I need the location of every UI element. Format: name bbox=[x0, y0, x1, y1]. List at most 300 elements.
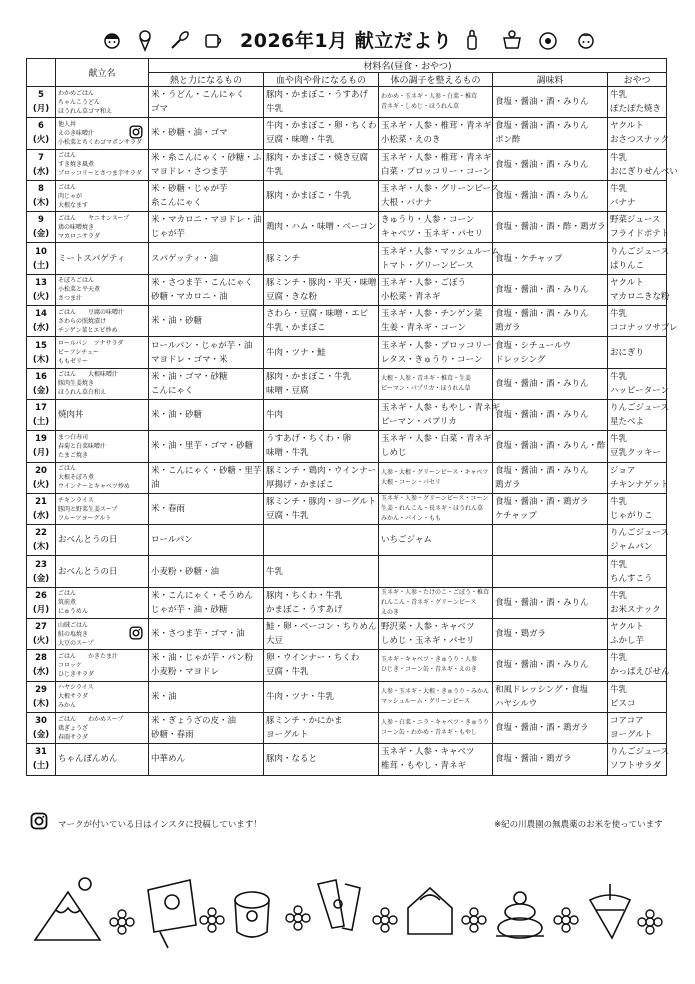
seasoning-cell bbox=[493, 87, 608, 118]
seasoning-cell bbox=[493, 337, 608, 368]
snack-cell bbox=[608, 556, 667, 587]
ingredient-line: れんこん・青ネギ・グリーンピース bbox=[381, 598, 477, 606]
snack-line: 牛乳 bbox=[610, 684, 628, 695]
blood-cell bbox=[264, 712, 379, 743]
menu-cell bbox=[56, 681, 149, 712]
instagram-icon bbox=[30, 812, 48, 830]
ingredient-line: 玉ネギ・キャベツ・きゅうり・人参 bbox=[381, 656, 478, 664]
ingredient-line: 牛肉・かまぼこ・卵・ちくわ bbox=[266, 121, 377, 132]
menu-cell bbox=[56, 650, 149, 681]
day-of-week: (月) bbox=[32, 604, 50, 615]
day-number: 17 bbox=[35, 403, 47, 414]
day-number: 29 bbox=[35, 684, 47, 695]
day-of-week: (土) bbox=[32, 260, 50, 271]
menu-cell bbox=[56, 118, 149, 149]
day-number: 8 bbox=[38, 184, 44, 195]
snack-cell bbox=[608, 306, 678, 337]
blood-cell bbox=[264, 243, 379, 274]
blood-cell bbox=[264, 744, 379, 775]
snack-line: おさつスナック bbox=[610, 135, 670, 146]
snack-cell bbox=[608, 87, 667, 118]
ingredient-line: 大根・コーン・パセリ bbox=[381, 478, 441, 486]
ingredient-line: 食塩・鶏ガラ bbox=[495, 629, 547, 640]
menu-cell bbox=[56, 274, 149, 305]
menu-item: さつま汁 bbox=[58, 295, 83, 303]
blood-cell bbox=[264, 274, 379, 305]
snack-line: 牛乳 bbox=[610, 371, 628, 382]
blood-cell bbox=[264, 619, 379, 650]
ingredient-line: 米・さつま芋・ゴマ・油 bbox=[151, 629, 245, 640]
menu-item: 大根そぼろ煮 bbox=[58, 474, 95, 482]
table-row bbox=[27, 274, 667, 305]
menu-item: ロールパン ツナサラダ bbox=[58, 340, 124, 348]
blood-cell bbox=[264, 180, 379, 211]
day-of-week: (火) bbox=[32, 135, 50, 146]
table-row bbox=[27, 462, 667, 493]
menu-item: 大根サラダ bbox=[58, 693, 88, 701]
ingredient-line: わかめ・玉ネギ・人参・白菜・椎茸 bbox=[381, 93, 478, 101]
seasoning-cell bbox=[493, 619, 608, 650]
table-row bbox=[27, 619, 667, 650]
day-number: 22 bbox=[35, 528, 47, 539]
seasoning-cell bbox=[493, 462, 608, 493]
ingredient-line: ロールパン bbox=[151, 535, 193, 546]
date-cell bbox=[27, 650, 56, 681]
flower-icon bbox=[373, 908, 397, 932]
ingredient-line: 米・砂糖・じゃが芋 bbox=[151, 184, 228, 195]
ingredient-line: 食塩・醤油・酒・みりん bbox=[495, 410, 589, 421]
snack-line: 牛乳 bbox=[610, 559, 628, 570]
table-row bbox=[27, 243, 667, 274]
day-of-week: (木) bbox=[32, 698, 50, 709]
ingredient-line: 豚ミンチ・鶏肉・ウインナー bbox=[266, 465, 377, 476]
snack-line: ちんすこう bbox=[610, 573, 653, 584]
seasoning-cell bbox=[493, 712, 608, 743]
energy-cell bbox=[149, 587, 264, 618]
flower-icon bbox=[638, 910, 662, 934]
ingredient-line: ヨーグルト bbox=[266, 730, 309, 741]
seasoning-header: 調味料 bbox=[493, 73, 608, 87]
snack-line: りんごジュース bbox=[610, 528, 669, 539]
energy-cell bbox=[149, 243, 264, 274]
ingredient-line: 玉ネギ・人参・ブロッコリー bbox=[381, 340, 492, 351]
ingredient-line: 白菜・ブロッコリー・コーン bbox=[381, 166, 492, 177]
ingredient-line: 牛肉・ツナ・牛乳 bbox=[266, 691, 335, 702]
blood-cell bbox=[264, 525, 379, 556]
snack-cell bbox=[608, 118, 670, 149]
ingredient-line: 食塩・醤油・酒・みりん bbox=[495, 378, 589, 389]
condition-header: 体の調子を整えるもの bbox=[379, 73, 493, 87]
menu-item: 小松菜と平天煮 bbox=[58, 286, 101, 294]
snack-line: ビスコ bbox=[610, 698, 636, 709]
snack-cell bbox=[608, 462, 667, 493]
ingredient-line: 油 bbox=[151, 479, 160, 490]
day-number: 23 bbox=[35, 559, 47, 570]
seasoning-cell bbox=[493, 212, 608, 243]
menu-cell bbox=[56, 243, 149, 274]
snack-line: 牛乳 bbox=[610, 90, 628, 101]
ice-cream-icon bbox=[133, 28, 157, 52]
flower-icon bbox=[200, 908, 224, 932]
day-of-week: (火) bbox=[32, 479, 50, 490]
condition-cell bbox=[379, 431, 493, 462]
day-of-week: (水) bbox=[32, 667, 50, 678]
snack-line: かっぱえびせん bbox=[610, 667, 670, 678]
ingredient-line: 椎茸・もやし・青ネギ bbox=[381, 761, 467, 772]
condition-cell bbox=[379, 337, 493, 368]
ingredient-line: ピーマン・パプリカ bbox=[381, 417, 457, 428]
menu-item: 肉じゃが bbox=[58, 192, 83, 200]
snack-cell bbox=[608, 149, 678, 180]
table-row bbox=[27, 180, 667, 211]
menu-item: ごはん bbox=[58, 152, 77, 160]
day-number: 26 bbox=[35, 590, 47, 601]
date-cell bbox=[27, 744, 56, 775]
snack-line: フライドポテト bbox=[610, 229, 670, 240]
date-cell bbox=[27, 556, 56, 587]
menu-item: 大豆のスープ bbox=[58, 639, 94, 647]
table-row bbox=[27, 556, 667, 587]
day-number: 20 bbox=[35, 465, 47, 476]
snack-line: 牛乳 bbox=[610, 309, 628, 320]
ingredient-line: 食塩・醤油・酒・みりん bbox=[495, 121, 589, 132]
condition-cell bbox=[379, 493, 493, 524]
day-number: 15 bbox=[35, 340, 47, 351]
condition-cell bbox=[379, 525, 493, 556]
menu-item: ごはん bbox=[58, 465, 77, 473]
energy-cell bbox=[149, 525, 264, 556]
condition-cell bbox=[379, 681, 493, 712]
snack-cell bbox=[608, 744, 667, 775]
ingredient-line: 豚肉・ちくわ・牛乳 bbox=[266, 590, 343, 601]
ingredient-line: 豆腐・牛乳 bbox=[266, 667, 309, 678]
table-row bbox=[27, 431, 667, 462]
date-cell bbox=[27, 681, 56, 712]
seasoning-cell bbox=[493, 243, 608, 274]
condition-cell bbox=[379, 368, 493, 399]
ingredient-line: 豚肉・かまぼこ・牛乳 bbox=[266, 191, 352, 202]
day-number: 7 bbox=[38, 152, 44, 163]
day-number: 27 bbox=[35, 622, 47, 633]
ingredient-line: 牛乳・かまぼこ bbox=[266, 323, 326, 334]
snack-line: 牛乳 bbox=[610, 497, 628, 507]
ingredient-line: ケチャップ bbox=[495, 511, 537, 521]
blood-header: 血や肉や骨になるもの bbox=[264, 73, 379, 87]
day-number: 28 bbox=[35, 653, 47, 664]
condition-cell bbox=[379, 587, 493, 618]
date-cell bbox=[27, 118, 56, 149]
blood-cell bbox=[264, 118, 379, 149]
day-of-week: (火) bbox=[32, 636, 50, 647]
instagram-icon bbox=[129, 125, 143, 142]
energy-header: 熱と力になるもの bbox=[149, 73, 264, 87]
condition-cell bbox=[379, 243, 500, 274]
condition-cell bbox=[379, 306, 493, 337]
energy-cell bbox=[149, 681, 264, 712]
day-number: 30 bbox=[35, 716, 47, 727]
ingredient-line: 米・ぎょうざの皮・油 bbox=[151, 716, 237, 727]
menu-item: ちゃんぽんめん bbox=[58, 754, 118, 765]
ingredient-line: 米・糸こんにゃく・砂糖・ふ bbox=[151, 152, 262, 163]
ingredient-line: 玉ネギ・人参・椎茸・青ネギ bbox=[381, 121, 492, 132]
ingredient-line: うすあげ・ちくわ・卵 bbox=[266, 434, 352, 445]
energy-cell bbox=[149, 180, 264, 211]
menu-cell bbox=[56, 493, 149, 524]
menu-cell bbox=[56, 399, 149, 430]
blood-cell bbox=[264, 399, 379, 430]
ingredient-line: ピーマン・パプリカ・ほうれん草 bbox=[381, 384, 471, 392]
ingredient-line: 食塩・醤油・酒・みりん bbox=[495, 191, 589, 202]
ingredient-line: 食塩・醤油・酒・みりん bbox=[495, 309, 589, 320]
seasoning-cell bbox=[493, 744, 608, 775]
ingredient-line: 小松菜・青ネギ bbox=[381, 291, 441, 302]
menu-item: えのき味噌汁 bbox=[58, 129, 95, 137]
ingredient-line: 鶏ガラ bbox=[495, 479, 521, 490]
snack-cell bbox=[608, 337, 667, 368]
menu-item: チキンライス bbox=[58, 496, 94, 504]
date-cell bbox=[27, 274, 56, 305]
menu-item: さわらの照焼漬け bbox=[58, 317, 107, 325]
energy-cell bbox=[149, 274, 264, 305]
ingredient-line: 玉ネギ・人参・マッシュルーム bbox=[381, 246, 500, 257]
ingredient-line: マッシュルーム・グリーンピース bbox=[381, 697, 470, 705]
new-year-decoration-strip bbox=[0, 870, 695, 950]
ingredient-line: 豚ミンチ・かにかま bbox=[266, 716, 343, 727]
menu-cell bbox=[56, 556, 149, 587]
menu-cell bbox=[56, 587, 149, 618]
energy-cell bbox=[149, 462, 264, 493]
table-row bbox=[27, 118, 667, 149]
snack-header: おやつ bbox=[608, 73, 667, 87]
table-row bbox=[27, 650, 667, 681]
condition-cell bbox=[379, 118, 493, 149]
menu-cell bbox=[56, 712, 149, 743]
ingredient-line: 米・こんにゃく・そうめん bbox=[151, 590, 253, 601]
menu-item: ごはん ヤニオンスープ bbox=[58, 214, 130, 222]
day-of-week: (金) bbox=[32, 229, 50, 240]
energy-cell bbox=[149, 650, 264, 681]
ingredient-line: 豚肉・なると bbox=[266, 754, 318, 765]
ingredient-line: 大豆 bbox=[266, 636, 284, 647]
day-number: 21 bbox=[35, 497, 47, 507]
snack-cell bbox=[608, 619, 667, 650]
seasoning-cell bbox=[493, 149, 608, 180]
snack-line: 豆乳クッキー bbox=[610, 448, 662, 459]
menu-item: おべんとうの日 bbox=[58, 535, 118, 546]
menu-item: コロッケ bbox=[58, 661, 82, 669]
menu-item: おべんとうの日 bbox=[58, 566, 118, 577]
menu-item: ごはん bbox=[58, 590, 77, 598]
condition-cell bbox=[379, 274, 493, 305]
menu-item: ごはん bbox=[58, 183, 77, 191]
menu-cell bbox=[56, 87, 149, 118]
ingredient-line: 食塩・醤油・酒・みりん・酢 bbox=[495, 441, 606, 452]
snack-line: 牛乳 bbox=[610, 152, 628, 163]
blood-cell bbox=[264, 87, 379, 118]
day-number: 9 bbox=[38, 215, 44, 226]
ingredient-line: 食塩・醤油・酒・みりん bbox=[495, 465, 589, 476]
ingredient-line: 味噌・牛乳 bbox=[266, 448, 309, 459]
snack-line: ヤクルト bbox=[610, 121, 644, 132]
ingredient-line: 豚ミンチ・豚肉・平天・味噌 bbox=[266, 277, 377, 288]
ingredient-line: じゃが芋・油・砂糖 bbox=[151, 604, 228, 615]
blood-cell bbox=[264, 212, 379, 243]
title-row bbox=[0, 24, 695, 58]
ingredient-line: しめじ bbox=[381, 448, 407, 459]
menu-item: 他人丼 bbox=[58, 120, 77, 128]
menu-table bbox=[26, 58, 678, 776]
snack-line: じゃがりこ bbox=[610, 511, 653, 521]
day-of-week: (水) bbox=[32, 323, 50, 334]
ingredient-line: 牛肉 bbox=[266, 410, 284, 421]
menu-item: チンゲン菜とエビ炒め bbox=[58, 326, 118, 334]
snack-line: コアコア bbox=[610, 716, 644, 727]
snack-line: ふかし芋 bbox=[610, 636, 645, 647]
condition-cell bbox=[379, 180, 500, 211]
day-of-week: (金) bbox=[32, 730, 50, 741]
date-cell bbox=[27, 306, 56, 337]
kagami-mochi-icon bbox=[496, 892, 544, 938]
ingredient-line: 生姜・青ネギ・コーン bbox=[381, 323, 466, 334]
lunch-bag-icon bbox=[536, 28, 560, 52]
date-cell bbox=[27, 712, 56, 743]
energy-cell bbox=[149, 712, 264, 743]
menu-item: 豚肉生姜焼き bbox=[58, 380, 95, 388]
day-of-week: (水) bbox=[32, 166, 50, 177]
menu-item: ごはん 大根味噌汁 bbox=[58, 371, 119, 379]
snack-cell bbox=[608, 212, 670, 243]
menu-item: わかめごはん bbox=[58, 89, 95, 97]
ingredient-line: 豚ミンチ・豚肉・ヨーグルト bbox=[266, 497, 377, 507]
seasoning-cell bbox=[493, 399, 608, 430]
ingredient-line: 卵・ウインナー・ちくわ bbox=[266, 653, 360, 664]
snack-cell bbox=[608, 399, 667, 430]
snack-cell bbox=[608, 180, 667, 211]
snack-line: ジャムパン bbox=[610, 542, 653, 553]
menu-item: ほうれん草ゴマ和え bbox=[58, 107, 113, 115]
whisk-icon bbox=[168, 28, 192, 52]
menu-item: 鮭の塩焼き bbox=[58, 630, 89, 638]
condition-cell bbox=[379, 399, 501, 430]
ingredient-line: 豆腐・きな粉 bbox=[266, 291, 318, 302]
snack-cell bbox=[608, 368, 667, 399]
ingredient-line: 鮭・卵・ベーコン・ちりめん bbox=[266, 622, 377, 633]
snack-line: ジョア bbox=[610, 465, 636, 476]
flower-icon bbox=[554, 908, 578, 932]
ingredient-line: みかん・パイン・もも bbox=[381, 515, 442, 522]
menu-item: すき焼き風煮 bbox=[58, 161, 95, 169]
table-row bbox=[27, 306, 667, 337]
ingredient-line: 小麦粉・砂糖・油 bbox=[151, 566, 220, 577]
snack-line: ヤクルト bbox=[610, 277, 644, 288]
ingredient-line: 食塩・醤油・酒・みりん bbox=[495, 284, 589, 295]
ingredient-line: ひじき・コーン缶・青ネギ・えのき bbox=[381, 666, 477, 674]
day-of-week: (水) bbox=[32, 511, 50, 521]
menu-item: ミートスパゲティ bbox=[58, 253, 126, 264]
day-of-week: (木) bbox=[32, 354, 50, 365]
page-title: 2026年1月 献立だより bbox=[240, 30, 453, 52]
menu-item: ブロッコリーとさつま芋サラダ bbox=[58, 170, 142, 178]
ingredient-line: ロールパン・じゃが芋・油 bbox=[151, 340, 253, 351]
date-cell bbox=[27, 462, 56, 493]
hagoita-icon bbox=[318, 880, 360, 930]
ingredient-line: 小松菜・えのき bbox=[381, 135, 441, 146]
snack-line: ぽたぽた焼き bbox=[610, 104, 662, 115]
menu-cell bbox=[56, 525, 149, 556]
condition-cell bbox=[379, 556, 493, 587]
spinning-top-icon bbox=[590, 884, 630, 938]
table-row bbox=[27, 87, 667, 118]
menu-item: 春雨サラダ bbox=[58, 733, 88, 741]
condition-cell bbox=[379, 212, 493, 243]
ingredient-line: 砂糖・マカロニ・油 bbox=[151, 291, 228, 302]
menu-item: 鶏ぎょうざ bbox=[58, 724, 89, 732]
day-number: 13 bbox=[35, 277, 47, 288]
table-row bbox=[27, 525, 667, 556]
ingredient-line: 食塩・醤油・酒・みりん bbox=[495, 660, 589, 671]
snack-line: 牛乳 bbox=[610, 590, 628, 601]
energy-cell bbox=[149, 556, 264, 587]
materials-header: 材料名(昼食・おやつ) bbox=[149, 59, 667, 73]
snack-line: 野菜ジュース bbox=[610, 215, 661, 226]
table-row bbox=[27, 149, 667, 180]
snack-line: おにぎり bbox=[610, 347, 645, 358]
menu-cell bbox=[56, 149, 149, 180]
menu-name-header: 献立名 bbox=[56, 59, 149, 87]
menu-item: ごはん わかめスープ bbox=[58, 715, 124, 723]
ingredient-line: こんにゃく bbox=[151, 385, 194, 396]
snack-line: ハッピーターン bbox=[610, 385, 669, 396]
condition-cell bbox=[379, 87, 493, 118]
ingredient-line: 豚ミンチ bbox=[266, 253, 301, 264]
blood-cell bbox=[264, 368, 379, 399]
menu-item: ビーフシチュー bbox=[58, 349, 100, 357]
energy-cell bbox=[149, 493, 264, 524]
ingredient-line: 米・うどん・こんにゃく bbox=[151, 90, 245, 101]
seasoning-cell bbox=[493, 180, 608, 211]
blood-cell bbox=[264, 337, 379, 368]
ingredient-line: しめじ・玉ネギ・パセリ bbox=[381, 636, 475, 647]
ingredient-line: 玉ネギ・人参・白菜・青ネギ bbox=[381, 434, 492, 445]
day-number: 10 bbox=[35, 246, 47, 257]
blood-cell bbox=[264, 431, 379, 462]
menu-item: みかん bbox=[58, 702, 77, 710]
date-cell bbox=[27, 368, 56, 399]
ingredient-line: 鶏肉・ハム・味噌・ベーコン bbox=[266, 222, 377, 233]
osechi-box-icon bbox=[235, 892, 269, 937]
snack-line: 牛乳 bbox=[610, 434, 628, 445]
ingredient-line: じゃが芋 bbox=[151, 229, 186, 240]
ingredient-line: 玉ネギ・人参・キャベツ bbox=[381, 747, 475, 758]
menu-item: そぼろごはん bbox=[58, 277, 95, 285]
ingredient-line: 玉ネギ・人参・ごぼう bbox=[381, 277, 467, 288]
flower-icon bbox=[462, 908, 486, 932]
ingredient-line: 豚肉・かまぼこ・牛乳 bbox=[266, 371, 352, 382]
menu-item: 焼肉丼 bbox=[58, 410, 84, 421]
snack-cell bbox=[608, 525, 667, 556]
ingredient-line: 玉ネギ・人参・グリーンピース・コーン bbox=[381, 495, 489, 502]
menu-item: 山賊ごはん bbox=[58, 621, 89, 629]
seasoning-cell bbox=[493, 274, 608, 305]
ingredient-line: 野沢菜・人参・キャベツ bbox=[381, 622, 475, 633]
ingredient-line: 玉ネギ・人参・もやし・青ネギ bbox=[381, 403, 501, 414]
ingredient-line: 食塩・シチュールウ bbox=[495, 340, 572, 351]
menu-item: 大根なます bbox=[58, 201, 89, 209]
blood-cell bbox=[264, 306, 379, 337]
energy-cell bbox=[149, 619, 264, 650]
blood-cell bbox=[264, 681, 379, 712]
ingredient-line: スパゲッティ・油 bbox=[151, 253, 218, 264]
